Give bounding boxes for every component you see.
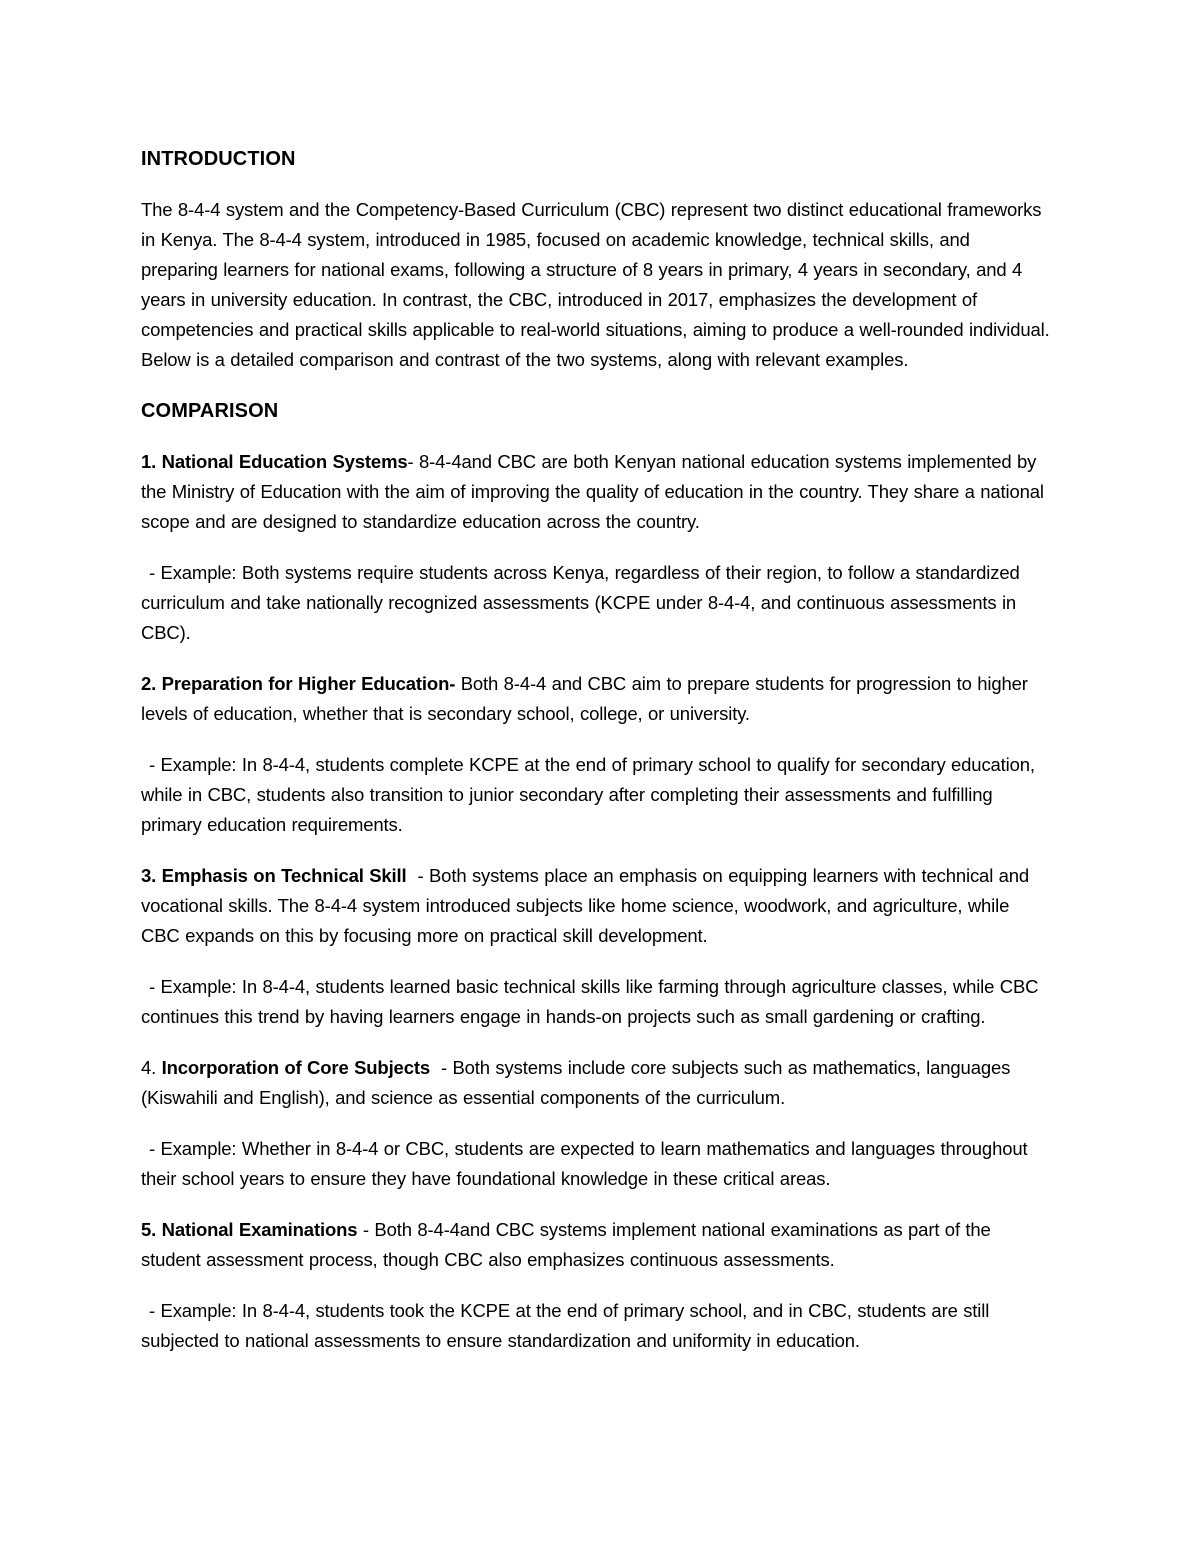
point-body: - Both 8-4-4and CBC systems implement national examinations as part of the student assessment process, though CBC also emphasizes continuous assessments. bbox=[141, 1219, 991, 1270]
point-body: - 8-4-4and CBC are both Kenyan national education systems implemented by the Ministry of Education with the aim of improving the quality of education in the country. They share a national scope and are designed to standardize education across the country. bbox=[141, 451, 1044, 532]
point-number: 5. bbox=[141, 1219, 162, 1240]
point-body: - Both systems place an emphasis on equipping learners with technical and vocational skills. The 8-4-4 system introduced subjects like home science, woodwork, and agriculture, while CBC expands on this by focusing more on practical skill development. bbox=[141, 865, 1030, 946]
document-content bbox=[141, 144, 1051, 1356]
point-title: National Education Systems bbox=[161, 451, 408, 472]
comparison-example-5: - Example: In 8-4-4, students took the KCPE at the end of primary school, and in CBC, students are still subjected to national assessments to ensure standardization and uniformity in education. bbox=[141, 1300, 990, 1351]
point-title: National Examinations bbox=[161, 1219, 358, 1240]
comparison-example-4: - Example: Whether in 8-4-4 or CBC, students are expected to learn mathematics and languages throughout their school years to ensure they have foundational knowledge in these critical areas. bbox=[141, 1138, 1028, 1189]
comparison-example-1: - Example: Both systems require students across Kenya, regardless of their region, to follow a standardized curriculum and take nationally recognized assessments (KCPE under 8-4-4, and continuous assessments in CBC). bbox=[141, 562, 1020, 643]
point-body: Both 8-4-4 and CBC aim to prepare students for progression to higher levels of education, whether that is secondary school, college, or university. bbox=[141, 673, 1028, 724]
comparison-example-3: - Example: In 8-4-4, students learned basic technical skills like farming through agriculture classes, while CBC continues this trend by having learners engage in hands-on projects such as small gardening or crafting. bbox=[141, 976, 1039, 1027]
point-title: Preparation for Higher Education- bbox=[161, 673, 456, 694]
comparison-point-3 bbox=[141, 861, 1051, 951]
comparison-point-5 bbox=[141, 1215, 1051, 1275]
comparison-point-4 bbox=[141, 1053, 1051, 1113]
point-number: 1. bbox=[141, 451, 162, 472]
intro-paragraph: The 8-4-4 system and the Competency-Based Curriculum (CBC) represent two distinct educational frameworks in Kenya. The 8-4-4 system, introduced in 1985, focused on academic knowledge, technical skills, and preparing learners for national exams, following a structure of 8 years in primary, 4 years in secondary, and 4 years in university education. In contrast, the CBC, introduced in 2017, emphasizes the development of competencies and practical skills applicable to real-world situations, aiming to produce a well-rounded individual. Below is a detailed comparison and contrast of the two systems, along with relevant examples. bbox=[141, 199, 1050, 370]
comparison-point-2 bbox=[141, 669, 1051, 729]
point-body: - Both systems include core subjects such as mathematics, languages (Kiswahili and English), and science as essential components of the curriculum. bbox=[141, 1057, 1011, 1108]
point-title: Incorporation of Core Subjects bbox=[161, 1057, 430, 1078]
comparison-example-2: - Example: In 8-4-4, students complete KCPE at the end of primary school to qualify for secondary education, while in CBC, students also transition to junior secondary after completing their assessments and fulfilling primary education requirements. bbox=[141, 754, 1035, 835]
intro-heading: INTRODUCTION bbox=[141, 148, 296, 170]
point-number: 2. bbox=[141, 673, 162, 694]
comparison-heading: COMPARISON bbox=[141, 400, 279, 422]
comparison-point-1 bbox=[141, 447, 1051, 537]
point-number: 4. bbox=[141, 1057, 162, 1078]
point-title: Emphasis on Technical Skill bbox=[161, 865, 407, 886]
point-number: 3. bbox=[141, 865, 162, 886]
